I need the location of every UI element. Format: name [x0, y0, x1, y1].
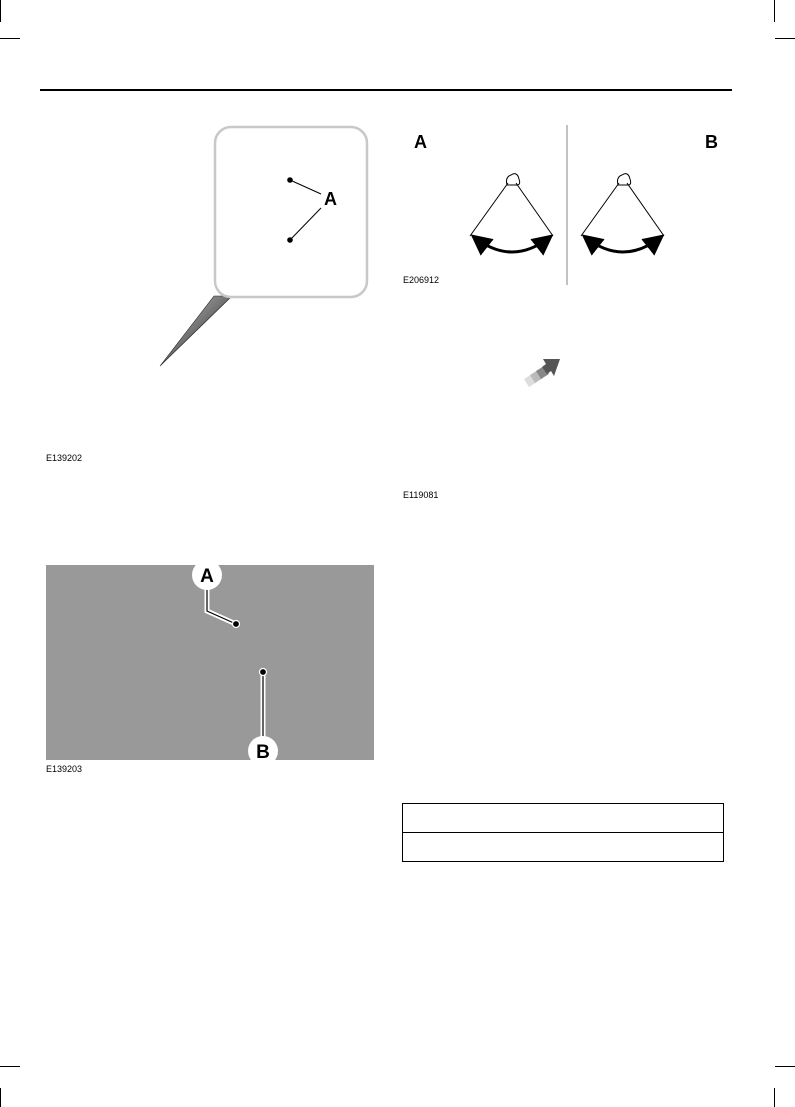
callout-bubble: [215, 127, 367, 297]
pivot-icon: [618, 174, 631, 185]
motion-arrow-icon: [524, 359, 560, 387]
table-cell: [403, 804, 724, 833]
table-row: [403, 833, 724, 862]
figure-e206912: [400, 125, 730, 290]
diagram-label-a: A: [414, 132, 427, 152]
figure-ref-e206912: E206912: [403, 275, 440, 285]
header-rule: [40, 89, 732, 91]
sweep-diagram-b: [581, 174, 664, 252]
table-row: [403, 804, 724, 833]
crop-mark-right-bottom: [775, 1066, 795, 1067]
figure-ref-e139203: E139203: [46, 764, 83, 774]
crop-mark-top-left: [0, 0, 1, 22]
crop-mark-right-top: [775, 38, 795, 39]
empty-table: [402, 803, 724, 862]
diagram-label-b: B: [705, 132, 718, 152]
crop-mark-left-top: [0, 38, 20, 39]
crop-mark-left-bottom: [0, 1066, 20, 1067]
figure-e119081: [510, 355, 570, 400]
figure-e139203: [46, 555, 376, 765]
callout-dot-a: [233, 621, 240, 628]
sweep-diagram-a: [470, 174, 553, 252]
crop-mark-bottom-right: [774, 1088, 775, 1107]
table-cell: [403, 833, 724, 862]
figure-ref-e119081: E119081: [403, 490, 439, 500]
callout-label-b: B: [256, 742, 270, 763]
callout-dot-b: [260, 669, 267, 676]
callout-pointer: [160, 296, 232, 366]
sweep-arrow: [474, 237, 550, 252]
figure-e139202: [150, 120, 380, 370]
sweep-arrow: [585, 237, 661, 252]
callout-label-a: A: [200, 566, 214, 587]
crop-mark-bottom-left: [0, 1088, 1, 1107]
callout-label-a: A: [324, 189, 337, 209]
pivot-icon: [507, 174, 520, 185]
crop-mark-top-right: [774, 0, 775, 22]
figure-ref-e139202: E139202: [46, 453, 83, 463]
